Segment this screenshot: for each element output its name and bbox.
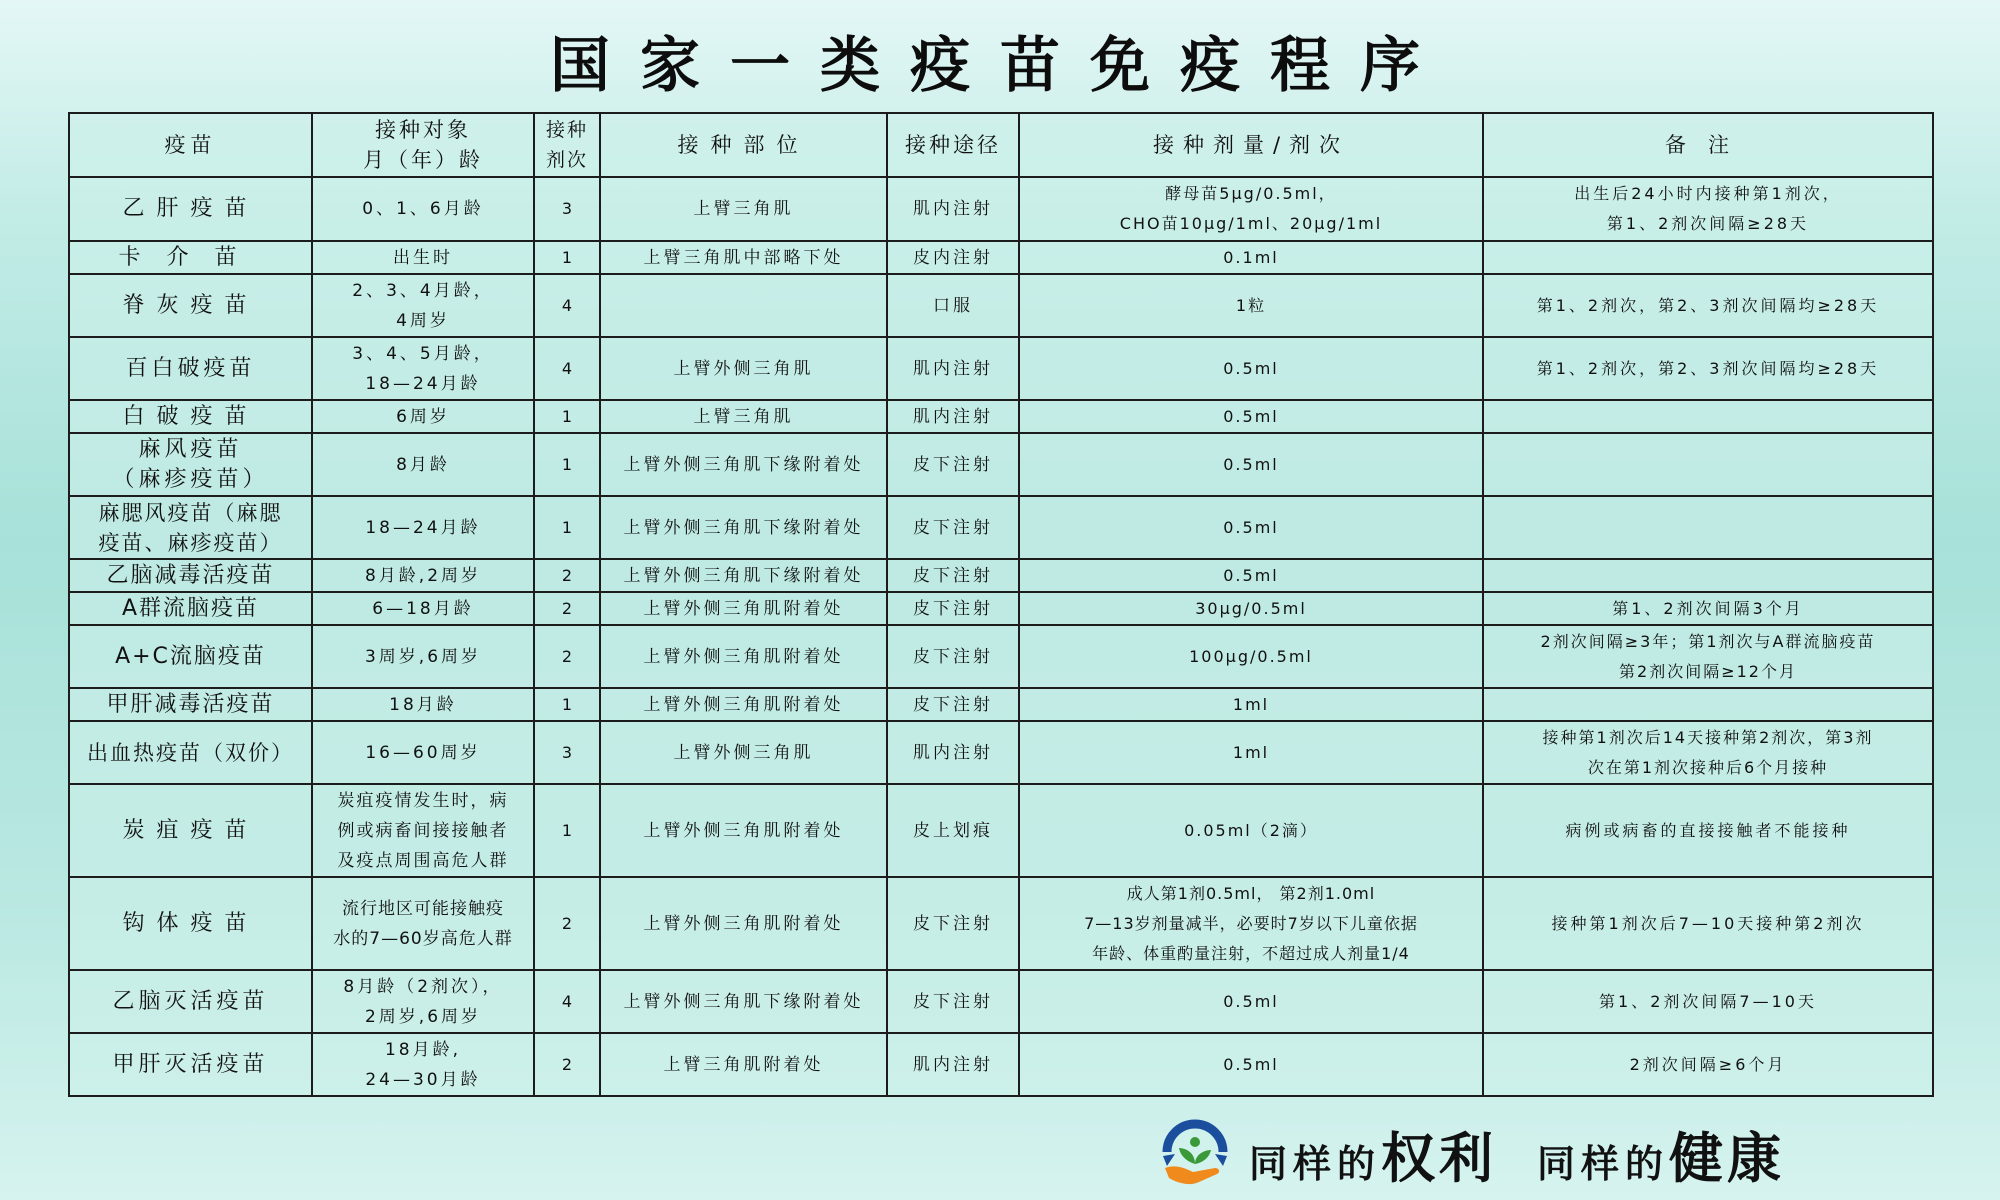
dosage: 30μg/0.5ml	[1019, 592, 1483, 625]
vaccine-name: 甲肝灭活疫苗	[69, 1033, 312, 1096]
header-note: 备注	[1483, 113, 1933, 177]
page-title: 国家一类疫苗免疫程序	[550, 31, 1450, 101]
dosage: 1ml	[1019, 721, 1483, 784]
target-age: 16—60周岁	[312, 721, 534, 784]
injection-route: 肌内注射	[887, 400, 1019, 433]
injection-route: 皮下注射	[887, 625, 1019, 688]
remarks: 接种第1剂次后14天接种第2剂次，第3剂 次在第1剂次接种后6个月接种	[1483, 721, 1933, 784]
slogan-part2: 同样的	[1537, 1141, 1670, 1186]
dosage: 1粒	[1019, 274, 1483, 337]
dosage: 0.5ml	[1019, 433, 1483, 496]
remarks: 2剂次间隔≥3年；第1剂次与A群流脑疫苗 第2剂次间隔≥12个月	[1483, 625, 1933, 688]
target-age: 流行地区可能接触疫 水的7—60岁高危人群	[312, 877, 534, 970]
table-header-row	[69, 113, 1933, 177]
injection-site: 上臂三角肌附着处	[600, 1033, 887, 1096]
table-row	[69, 400, 1933, 433]
table-row	[69, 592, 1933, 625]
injection-site: 上臂外侧三角肌下缘附着处	[600, 496, 887, 559]
remarks	[1483, 241, 1933, 274]
vaccine-name: 百白破疫苗	[69, 337, 312, 400]
dose-count: 3	[534, 721, 600, 784]
header-site: 接种部位	[600, 113, 887, 177]
table-row	[69, 337, 1933, 400]
injection-route: 皮下注射	[887, 688, 1019, 721]
target-age: 3、4、5月龄， 18—24月龄	[312, 337, 534, 400]
injection-site: 上臂外侧三角肌下缘附着处	[600, 970, 887, 1033]
table-row	[69, 877, 1933, 970]
injection-route: 皮上划痕	[887, 784, 1019, 877]
remarks: 第1、2剂次间隔3个月	[1483, 592, 1933, 625]
vaccine-schedule-table	[68, 112, 1934, 1097]
injection-site: 上臂外侧三角肌附着处	[600, 877, 887, 970]
table-row	[69, 559, 1933, 592]
vaccine-name: 炭疽疫苗	[69, 784, 312, 877]
remarks	[1483, 559, 1933, 592]
vaccine-name: 脊灰疫苗	[69, 274, 312, 337]
slogan	[1249, 1116, 1785, 1193]
injection-site: 上臂外侧三角肌附着处	[600, 688, 887, 721]
remarks	[1483, 433, 1933, 496]
dosage: 100μg/0.5ml	[1019, 625, 1483, 688]
target-age: 18—24月龄	[312, 496, 534, 559]
dosage: 酵母苗5μg/0.5ml， CHO苗10μg/1ml、20μg/1ml	[1019, 177, 1483, 241]
target-age: 6周岁	[312, 400, 534, 433]
header-doses: 接种 剂次	[534, 113, 600, 177]
remarks	[1483, 496, 1933, 559]
dose-count: 4	[534, 970, 600, 1033]
table-row	[69, 721, 1933, 784]
slogan-rights: 权利	[1381, 1126, 1498, 1190]
target-age: 出生时	[312, 241, 534, 274]
injection-route: 皮下注射	[887, 970, 1019, 1033]
table-row	[69, 241, 1933, 274]
dose-count: 2	[534, 877, 600, 970]
injection-route: 皮内注射	[887, 241, 1019, 274]
injection-site: 上臂三角肌	[600, 400, 887, 433]
injection-site: 上臂外侧三角肌附着处	[600, 592, 887, 625]
injection-route: 皮下注射	[887, 877, 1019, 970]
table-row	[69, 274, 1933, 337]
table-row	[69, 177, 1933, 241]
vaccine-name: 麻腮风疫苗（麻腮 疫苗、麻疹疫苗）	[69, 496, 312, 559]
injection-site: 上臂外侧三角肌	[600, 337, 887, 400]
dose-count: 2	[534, 625, 600, 688]
injection-route: 肌内注射	[887, 337, 1019, 400]
dosage: 0.05ml（2滴）	[1019, 784, 1483, 877]
dose-count: 1	[534, 241, 600, 274]
dose-count: 4	[534, 274, 600, 337]
dose-count: 1	[534, 784, 600, 877]
injection-site: 上臂外侧三角肌附着处	[600, 625, 887, 688]
header-name: 疫苗	[69, 113, 312, 177]
remarks: 2剂次间隔≥6个月	[1483, 1033, 1933, 1096]
dosage: 成人第1剂0.5ml， 第2剂1.0ml 7—13岁剂量减半，必要时7岁以下儿童依据 年龄、体重酌量注射，不超过成人剂量1/4	[1019, 877, 1483, 970]
remarks: 第1、2剂次，第2、3剂次间隔均≥28天	[1483, 337, 1933, 400]
injection-route: 肌内注射	[887, 1033, 1019, 1096]
vaccine-name: 出血热疫苗（双价）	[69, 721, 312, 784]
dose-count: 3	[534, 177, 600, 241]
remarks	[1483, 688, 1933, 721]
target-age: 2、3、4月龄， 4周岁	[312, 274, 534, 337]
target-age: 8月龄,2周岁	[312, 559, 534, 592]
dose-count: 2	[534, 592, 600, 625]
slogan-part1: 同样的	[1249, 1141, 1382, 1186]
table-row	[69, 688, 1933, 721]
header-dosage: 接种剂量/剂次	[1019, 113, 1483, 177]
injection-route: 皮下注射	[887, 559, 1019, 592]
table-row	[69, 784, 1933, 877]
dosage: 1ml	[1019, 688, 1483, 721]
vaccine-name: A+C流脑疫苗	[69, 625, 312, 688]
remarks: 第1、2剂次间隔7—10天	[1483, 970, 1933, 1033]
injection-route: 肌内注射	[887, 177, 1019, 241]
injection-site: 上臂三角肌中部略下处	[600, 241, 887, 274]
slogan-health: 健康	[1669, 1126, 1786, 1190]
vaccine-name: 卡介苗	[69, 241, 312, 274]
injection-site: 上臂外侧三角肌下缘附着处	[600, 559, 887, 592]
dosage: 0.5ml	[1019, 337, 1483, 400]
vaccine-name: 乙脑灭活疫苗	[69, 970, 312, 1033]
vaccine-name: 乙肝疫苗	[69, 177, 312, 241]
dosage: 0.5ml	[1019, 1033, 1483, 1096]
header-route: 接种途径	[887, 113, 1019, 177]
injection-route: 皮下注射	[887, 592, 1019, 625]
dosage: 0.5ml	[1019, 559, 1483, 592]
slogan-footer	[1155, 1118, 1785, 1190]
dose-count: 2	[534, 1033, 600, 1096]
injection-site: 上臂外侧三角肌	[600, 721, 887, 784]
table-row	[69, 433, 1933, 496]
target-age: 6—18月龄	[312, 592, 534, 625]
vaccine-name: 乙脑减毒活疫苗	[69, 559, 312, 592]
table-row	[69, 970, 1933, 1033]
dose-count: 1	[534, 433, 600, 496]
dosage: 0.1ml	[1019, 241, 1483, 274]
remarks	[1483, 400, 1933, 433]
dosage: 0.5ml	[1019, 970, 1483, 1033]
injection-site: 上臂外侧三角肌附着处	[600, 784, 887, 877]
vaccine-program-logo-icon	[1155, 1118, 1235, 1190]
table-row	[69, 625, 1933, 688]
dosage: 0.5ml	[1019, 496, 1483, 559]
target-age: 8月龄（2剂次）， 2周岁,6周岁	[312, 970, 534, 1033]
injection-site: 上臂三角肌	[600, 177, 887, 241]
vaccine-name: A群流脑疫苗	[69, 592, 312, 625]
injection-route: 皮下注射	[887, 433, 1019, 496]
target-age: 8月龄	[312, 433, 534, 496]
injection-route: 肌内注射	[887, 721, 1019, 784]
target-age: 3周岁,6周岁	[312, 625, 534, 688]
dose-count: 1	[534, 400, 600, 433]
target-age: 18月龄	[312, 688, 534, 721]
dose-count: 1	[534, 496, 600, 559]
injection-route: 皮下注射	[887, 496, 1019, 559]
vaccine-name: 白破疫苗	[69, 400, 312, 433]
vaccine-name: 麻风疫苗 （麻疹疫苗）	[69, 433, 312, 496]
dose-count: 2	[534, 559, 600, 592]
target-age: 炭疽疫情发生时，病 例或病畜间接接触者 及疫点周围高危人群	[312, 784, 534, 877]
header-target: 接种对象 月（年）龄	[312, 113, 534, 177]
target-age: 0、1、6月龄	[312, 177, 534, 241]
remarks: 出生后24小时内接种第1剂次， 第1、2剂次间隔≥28天	[1483, 177, 1933, 241]
remarks: 第1、2剂次，第2、3剂次间隔均≥28天	[1483, 274, 1933, 337]
table-row	[69, 496, 1933, 559]
remarks: 接种第1剂次后7—10天接种第2剂次	[1483, 877, 1933, 970]
dose-count: 4	[534, 337, 600, 400]
dosage: 0.5ml	[1019, 400, 1483, 433]
injection-site: 上臂外侧三角肌下缘附着处	[600, 433, 887, 496]
dose-count: 1	[534, 688, 600, 721]
injection-site	[600, 274, 887, 337]
table-row	[69, 1033, 1933, 1096]
vaccine-name: 甲肝减毒活疫苗	[69, 688, 312, 721]
injection-route: 口服	[887, 274, 1019, 337]
vaccine-name: 钩体疫苗	[69, 877, 312, 970]
target-age: 18月龄, 24—30月龄	[312, 1033, 534, 1096]
remarks: 病例或病畜的直接接触者不能接种	[1483, 784, 1933, 877]
